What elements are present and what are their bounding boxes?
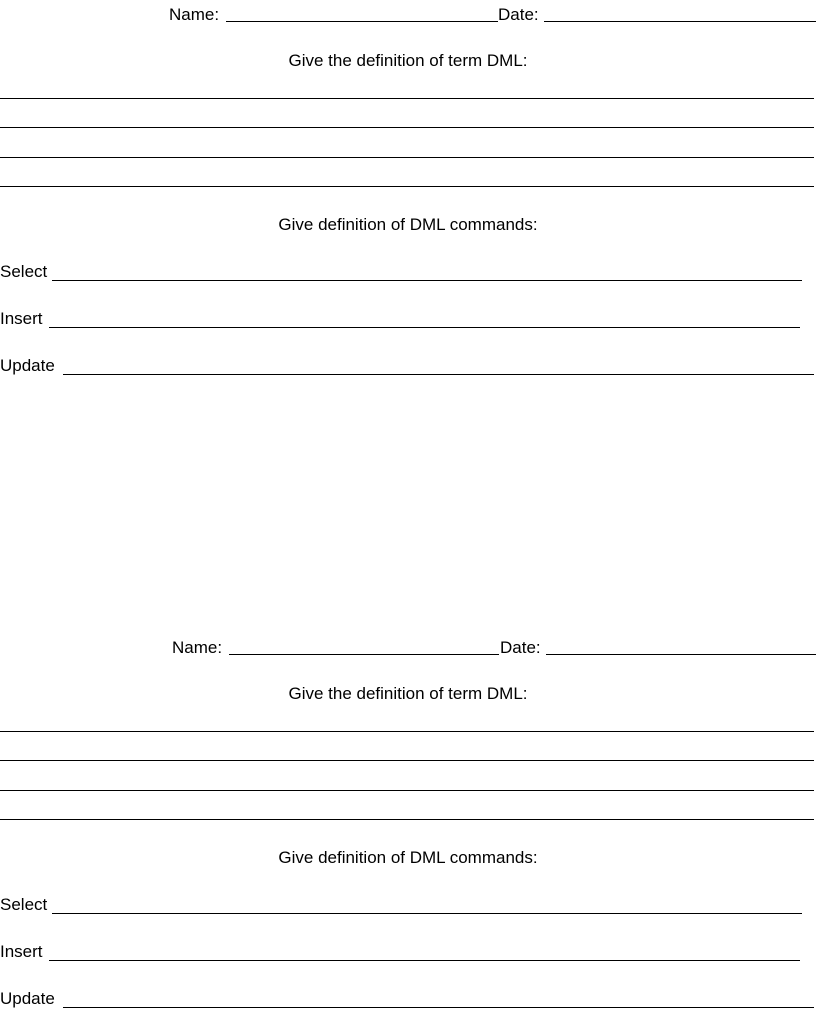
- answer-line[interactable]: [0, 790, 814, 791]
- date-blank-line[interactable]: [546, 654, 816, 655]
- answer-line[interactable]: [0, 186, 814, 187]
- select-answer-line[interactable]: [52, 280, 802, 281]
- insert-label: Insert: [0, 942, 43, 961]
- name-label: Name:: [169, 5, 220, 24]
- insert-answer-line[interactable]: [49, 960, 800, 961]
- term-definition-prompt: Give the definition of term DML:: [288, 51, 528, 70]
- answer-line[interactable]: [0, 127, 814, 128]
- select-answer-line[interactable]: [52, 913, 802, 914]
- answer-line[interactable]: [0, 98, 814, 99]
- update-answer-line[interactable]: [63, 1007, 814, 1008]
- select-label: Select: [0, 895, 48, 914]
- date-label: Date:: [500, 638, 541, 657]
- answer-line[interactable]: [0, 819, 814, 820]
- commands-definition-prompt: Give definition of DML commands:: [278, 215, 538, 234]
- date-label: Date:: [498, 5, 539, 24]
- name-blank-line[interactable]: [226, 21, 498, 22]
- name-label: Name:: [172, 638, 223, 657]
- update-answer-line[interactable]: [63, 374, 814, 375]
- insert-answer-line[interactable]: [49, 327, 800, 328]
- update-label: Update: [0, 356, 55, 375]
- answer-line[interactable]: [0, 157, 814, 158]
- answer-line[interactable]: [0, 731, 814, 732]
- name-blank-line[interactable]: [229, 654, 499, 655]
- insert-label: Insert: [0, 309, 43, 328]
- update-label: Update: [0, 989, 55, 1008]
- commands-definition-prompt: Give definition of DML commands:: [278, 848, 538, 867]
- term-definition-prompt: Give the definition of term DML:: [288, 684, 528, 703]
- date-blank-line[interactable]: [544, 21, 816, 22]
- answer-line[interactable]: [0, 760, 814, 761]
- select-label: Select: [0, 262, 48, 281]
